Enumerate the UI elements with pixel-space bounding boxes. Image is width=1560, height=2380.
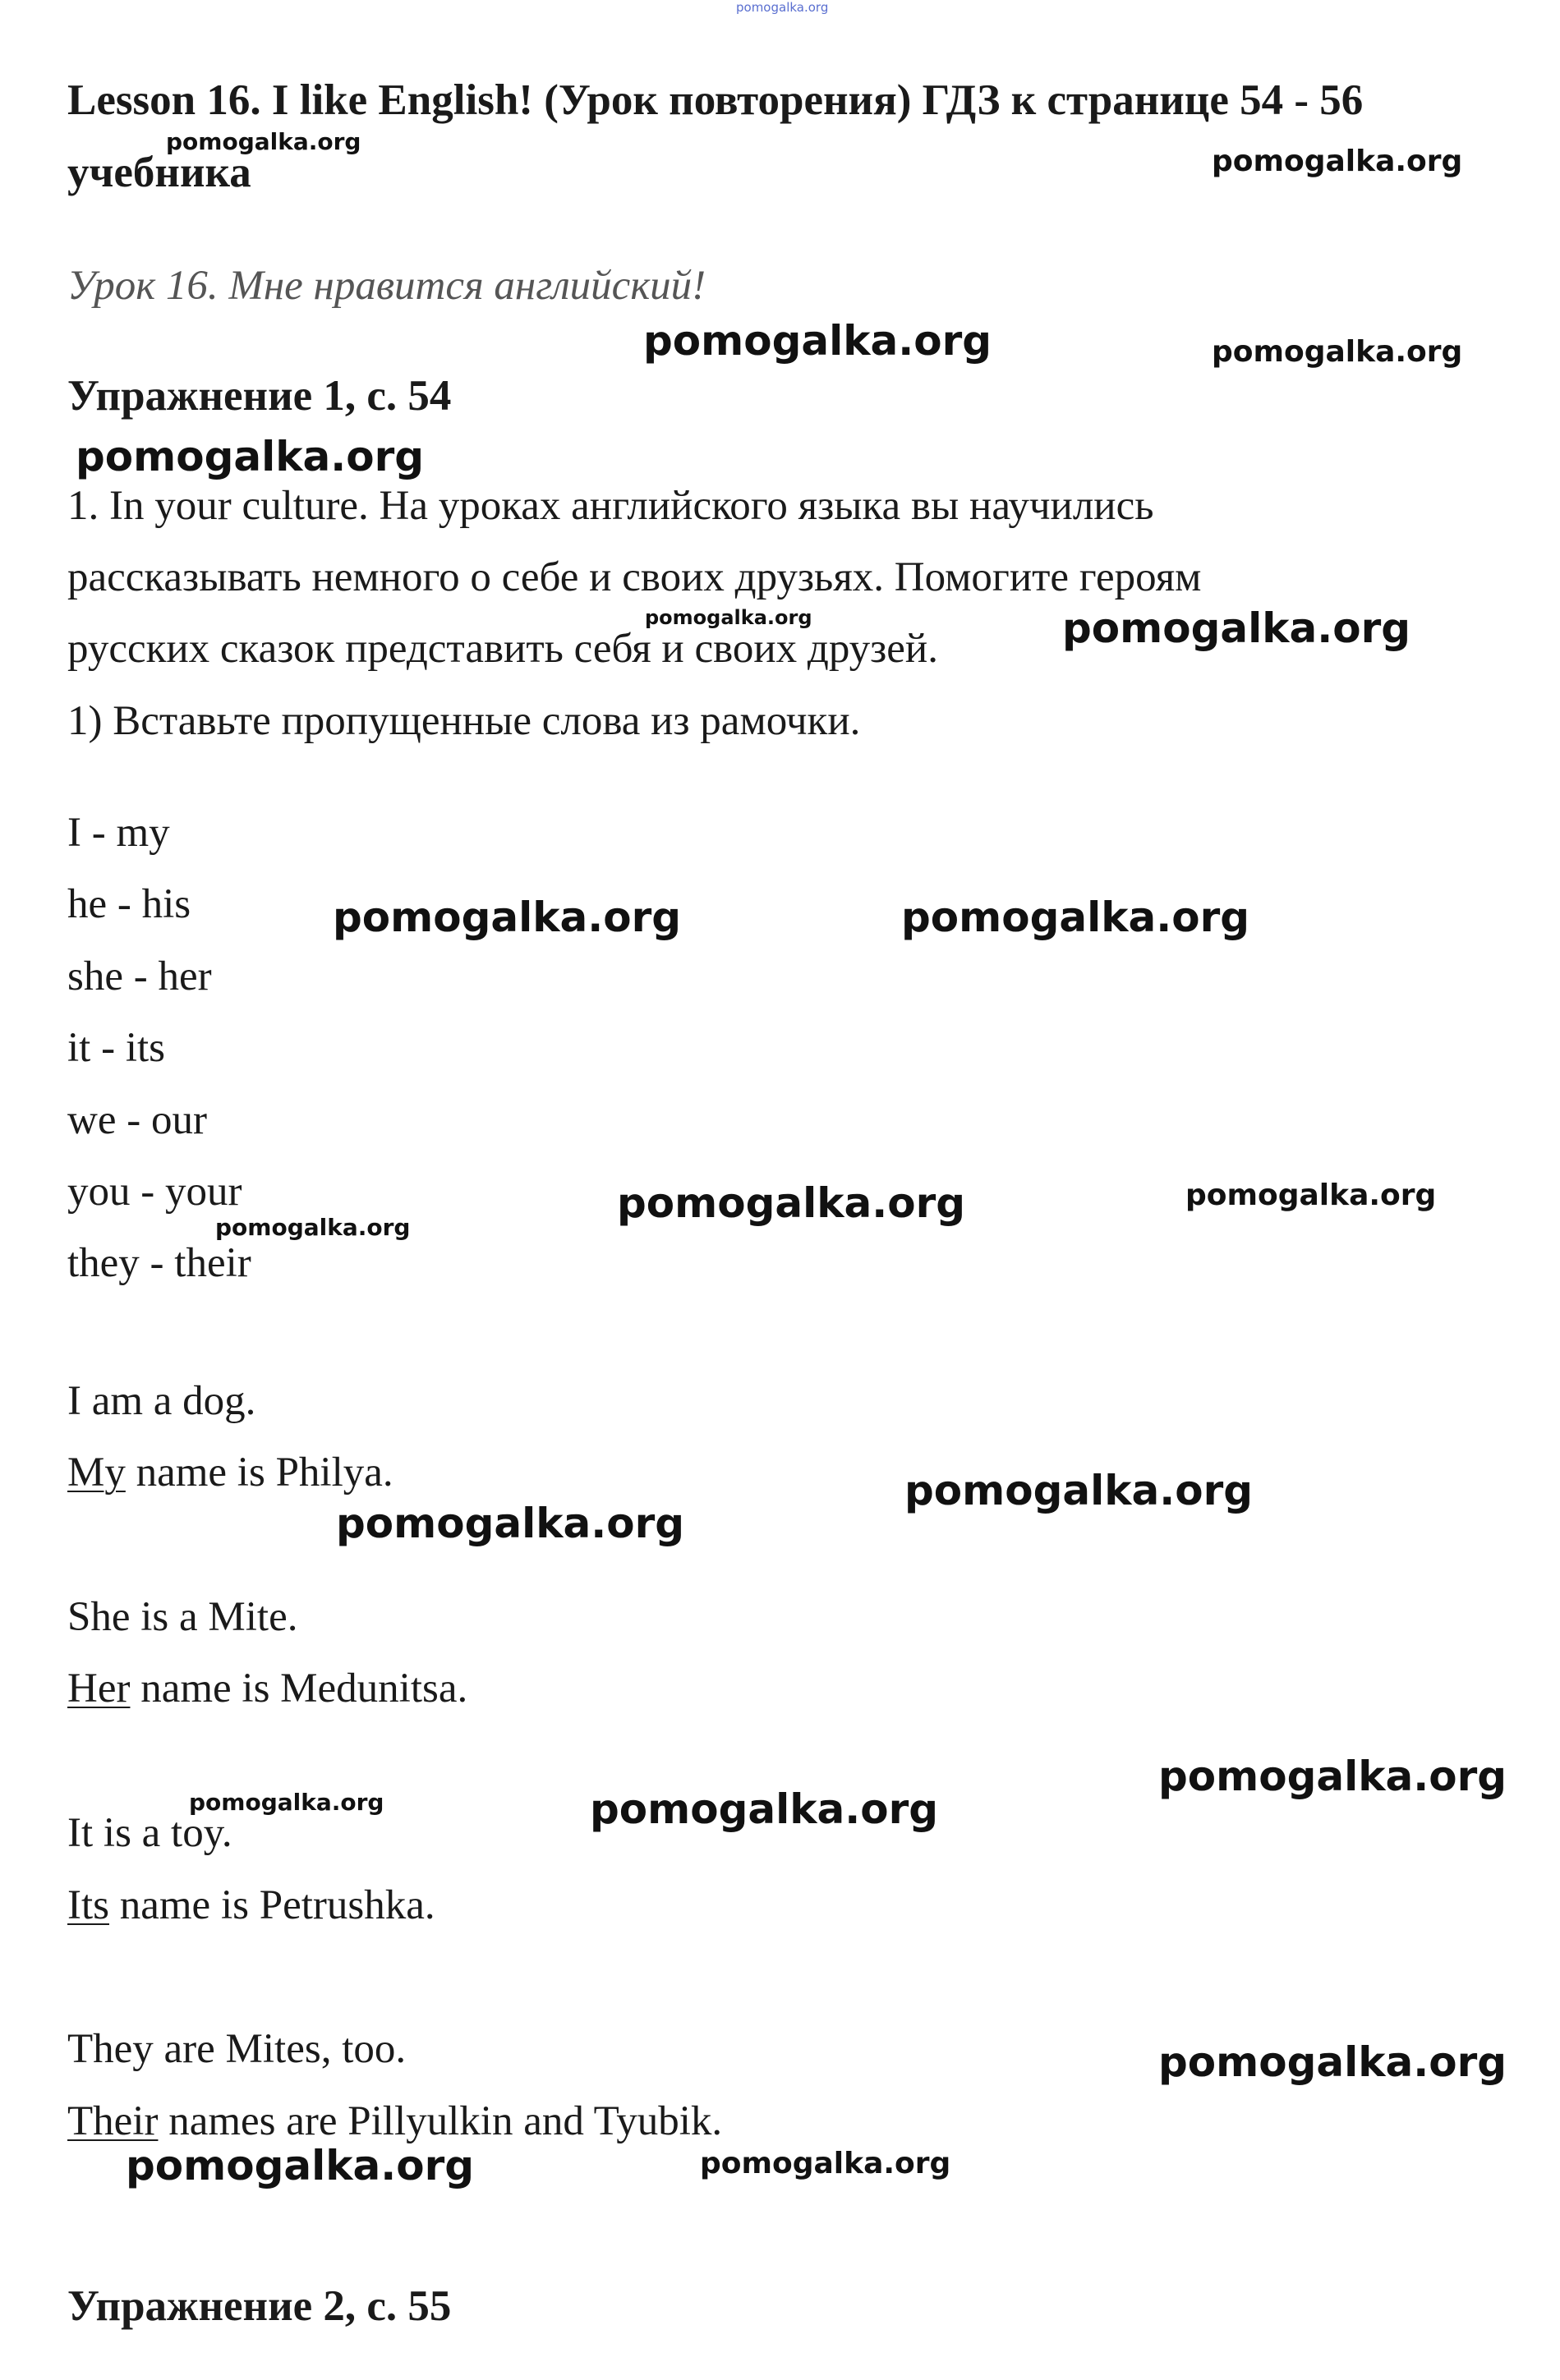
page-title-line2: учебника bbox=[67, 149, 251, 196]
page-subtitle: Урок 16. Мне нравится английский! bbox=[67, 263, 706, 309]
watermark: pomogalka.org bbox=[643, 317, 992, 365]
answer-sentence: She is a Mite. bbox=[67, 1594, 298, 1640]
answer-rest: names are Pillyulkin and Tyubik. bbox=[158, 2098, 723, 2144]
answer-sentence: I am a dog. bbox=[67, 1378, 256, 1424]
watermark: pomogalka.org bbox=[617, 1179, 966, 1227]
pronoun-item: she - her bbox=[67, 953, 212, 999]
watermark: pomogalka.org bbox=[333, 894, 682, 941]
watermark: pomogalka.org bbox=[166, 128, 361, 155]
watermark: pomogalka.org bbox=[126, 2142, 475, 2189]
pronoun-item: you - your bbox=[67, 1169, 242, 1215]
pronoun-item: we - our bbox=[67, 1097, 207, 1143]
watermark: pomogalka.org bbox=[189, 1789, 384, 1816]
watermark: pomogalka.org bbox=[645, 606, 812, 629]
watermark: pomogalka.org bbox=[1185, 1179, 1437, 1212]
pronoun-item: I - my bbox=[67, 810, 170, 856]
answer-word: Their bbox=[67, 2098, 159, 2144]
answer-line bbox=[67, 1664, 467, 1713]
page-title-line1: Lesson 16. I like English! (Урок повторения) ГДЗ к странице 54 - 56 bbox=[67, 76, 1364, 124]
answer-word: Its bbox=[67, 1882, 109, 1928]
answer-word: My bbox=[67, 1450, 126, 1496]
pronoun-item: they - their bbox=[67, 1240, 251, 1286]
answer-rest: name is Medunitsa. bbox=[130, 1666, 468, 1711]
pronoun-item: it - its bbox=[67, 1025, 166, 1071]
watermark: pomogalka.org bbox=[1158, 2038, 1507, 2086]
answer-line bbox=[67, 2097, 722, 2146]
exercise1-intro-line3: русских сказок представить себя и своих друзей. bbox=[67, 626, 938, 672]
exercise1-task: 1) Вставьте пропущенные слова из рамочки. bbox=[67, 698, 861, 744]
watermark: pomogalka.org bbox=[215, 1214, 411, 1241]
watermark: pomogalka.org bbox=[1212, 145, 1463, 178]
watermark: pomogalka.org bbox=[1062, 604, 1411, 652]
exercise1-intro-line1: 1. In your culture. На уроках английского языка вы научились bbox=[67, 483, 1154, 529]
answer-sentence: They are Mites, too. bbox=[67, 2026, 407, 2072]
answer-rest: name is Philya. bbox=[125, 1450, 393, 1496]
answer-sentence: It is a toy. bbox=[67, 1810, 232, 1856]
watermark: pomogalka.org bbox=[901, 894, 1250, 941]
watermark: pomogalka.org bbox=[736, 0, 829, 15]
exercise1-intro-line2: рассказывать немного о себе и своих друзьях. Помогите героям bbox=[67, 554, 1202, 600]
watermark: pomogalka.org bbox=[904, 1467, 1254, 1514]
answer-line bbox=[67, 1881, 435, 1930]
pronoun-item: he - his bbox=[67, 881, 191, 927]
answer-line bbox=[67, 1448, 393, 1497]
exercise1-heading: Упражнение 1, с. 54 bbox=[67, 372, 452, 420]
answer-word: Her bbox=[67, 1666, 131, 1711]
watermark: pomogalka.org bbox=[76, 433, 425, 480]
watermark: pomogalka.org bbox=[336, 1500, 685, 1547]
watermark: pomogalka.org bbox=[700, 2147, 951, 2180]
watermark: pomogalka.org bbox=[590, 1785, 939, 1833]
watermark: pomogalka.org bbox=[1212, 335, 1463, 369]
answer-rest: name is Petrushka. bbox=[109, 1882, 435, 1928]
exercise2-heading: Упражнение 2, с. 55 bbox=[67, 2282, 452, 2330]
watermark: pomogalka.org bbox=[1158, 1753, 1507, 1800]
